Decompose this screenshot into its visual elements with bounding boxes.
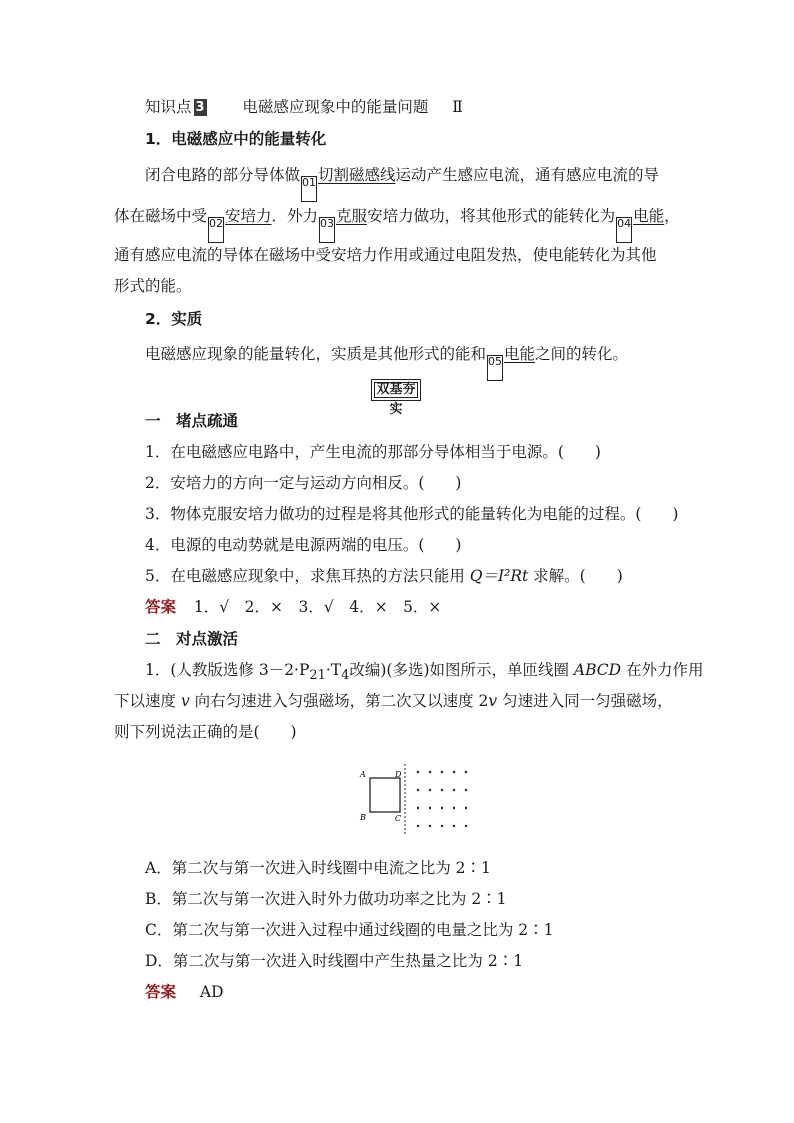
text-run: 求解。( ) bbox=[528, 567, 623, 585]
question-line: 则下列说法正确的是( ) bbox=[114, 723, 297, 741]
section-header bbox=[145, 96, 463, 118]
judgment-item: 2．安培力的方向一定与运动方向相反。( ) bbox=[145, 474, 462, 492]
label-c: C bbox=[395, 814, 402, 823]
field-dot bbox=[429, 807, 431, 809]
blank-answer: 克服 bbox=[336, 207, 368, 225]
blank-answer: 切割磁感线 bbox=[318, 166, 396, 184]
text-run: 在外力作用 bbox=[621, 661, 704, 679]
coil-magnetic-field-figure bbox=[356, 762, 476, 842]
option-b: B．第二次与第一次进入时外力做功功率之比为 2∶1 bbox=[145, 890, 507, 908]
field-dot bbox=[417, 789, 419, 791]
answer-label: 答案 bbox=[145, 983, 177, 1001]
field-dot bbox=[453, 771, 455, 773]
field-dot bbox=[465, 789, 467, 791]
field-dot bbox=[429, 789, 431, 791]
blank-answer: 安培力 bbox=[225, 207, 272, 225]
answer-text: 1．√ 2．× 3．√ 4．× 5．× bbox=[193, 598, 442, 616]
field-dot bbox=[417, 771, 419, 773]
blank-number-box: 02 bbox=[208, 217, 224, 243]
coil-name: ABCD bbox=[573, 661, 622, 679]
blank-number-box: 01 bbox=[301, 176, 317, 202]
heading-part-two: 二 对点激活 bbox=[145, 630, 239, 648]
label-b: B bbox=[360, 813, 366, 822]
magnetic-field-dots bbox=[417, 771, 467, 827]
subscript: 21 bbox=[309, 668, 326, 684]
joule-heat-formula: Q＝I²Rt bbox=[469, 567, 529, 585]
field-dot bbox=[453, 789, 455, 791]
knowledge-point-number: 3 bbox=[195, 100, 205, 115]
text-run: 体在磁场中受 bbox=[114, 207, 208, 225]
text-run: ·T bbox=[325, 661, 342, 679]
answer-text: AD bbox=[199, 983, 224, 1001]
answer-line bbox=[145, 981, 224, 1003]
field-dot bbox=[465, 825, 467, 827]
field-dot bbox=[441, 807, 443, 809]
paragraph-line: 形式的能。 bbox=[114, 277, 192, 295]
coil-square bbox=[370, 778, 400, 812]
paragraph-line bbox=[114, 205, 680, 243]
text-run: 匀速进入同一匀强磁场， bbox=[497, 692, 673, 710]
field-dot bbox=[417, 807, 419, 809]
field-dot bbox=[441, 789, 443, 791]
judgment-item: 3．物体克服安培力做功的过程是将其他形式的能量转化为电能的过程。( ) bbox=[145, 505, 679, 523]
field-dot bbox=[429, 825, 431, 827]
judgment-item: 4．电源的电动势就是电源两端的电压。( ) bbox=[145, 536, 462, 554]
section-badge: 双基夯实 bbox=[371, 379, 421, 401]
header-level: Ⅱ bbox=[452, 98, 463, 116]
header-title: 电磁感应现象中的能量问题 bbox=[242, 98, 429, 116]
field-dot bbox=[417, 825, 419, 827]
field-dot bbox=[429, 771, 431, 773]
blank-number-box: 04 bbox=[616, 217, 632, 243]
velocity-symbol: v bbox=[488, 692, 498, 710]
header-prefix: 知识点 bbox=[145, 98, 192, 116]
field-dot bbox=[453, 807, 455, 809]
field-dot bbox=[441, 771, 443, 773]
field-dot bbox=[453, 825, 455, 827]
blank-number-box: 03 bbox=[319, 217, 335, 243]
label-a: A bbox=[360, 770, 366, 779]
blank-number-box: 05 bbox=[487, 355, 503, 381]
paragraph-line bbox=[145, 164, 659, 202]
text-run: 1．(人教版选修 3－2·P bbox=[145, 661, 310, 679]
field-dot bbox=[465, 771, 467, 773]
blank-answer: 电能 bbox=[504, 345, 536, 363]
text-run: 之间的转化。 bbox=[535, 345, 629, 363]
judgment-item bbox=[145, 565, 623, 587]
option-a: A．第二次与第一次进入时线圈中电流之比为 2∶1 bbox=[145, 859, 491, 877]
text-run: 闭合电路的部分导体做 bbox=[145, 166, 301, 184]
field-dot bbox=[441, 825, 443, 827]
option-c: C．第二次与第一次进入过程中通过线圈的电量之比为 2∶1 bbox=[145, 921, 554, 939]
paragraph-line bbox=[145, 343, 628, 381]
text-run: 改编)(多选)如图所示，单匝线圈 bbox=[349, 661, 574, 679]
text-run: 5．在电磁感应现象中，求焦耳热的方法只能用 bbox=[145, 567, 470, 585]
question-line bbox=[114, 690, 673, 712]
blank-answer: 电能 bbox=[633, 207, 665, 225]
answer-label: 答案 bbox=[145, 598, 177, 616]
field-dot bbox=[465, 807, 467, 809]
label-d: D bbox=[395, 770, 402, 779]
text-run: ．外力 bbox=[271, 207, 319, 225]
judgment-item: 1．在电磁感应电路中，产生电流的那部分导体相当于电源。( ) bbox=[145, 443, 601, 461]
text-run: 向右匀速进入匀强磁场，第二次又以速度 2 bbox=[189, 692, 489, 710]
question-line bbox=[145, 659, 704, 687]
velocity-symbol: v bbox=[180, 692, 190, 710]
option-d: D．第二次与第一次进入时线圈中产生热量之比为 2∶1 bbox=[145, 952, 524, 970]
text-run: 运动产生感应电流，通有感应电流的导 bbox=[395, 166, 660, 184]
answer-line bbox=[145, 596, 441, 618]
heading-part-one: 一 堵点疏通 bbox=[145, 412, 239, 430]
subscript: 4 bbox=[341, 668, 350, 684]
text-run: 电磁感应现象的能量转化，实质是其他形式的能和 bbox=[145, 345, 487, 363]
paragraph-line: 通有感应电流的导体在磁场中受安培力作用或通过电阻发热，使电能转化为其他 bbox=[114, 246, 657, 264]
text-run: ， bbox=[664, 207, 680, 225]
text-run: 安培力做功，将其他形式的能转化为 bbox=[367, 207, 616, 225]
heading-essence: 2．实质 bbox=[145, 310, 203, 328]
heading-energy-conversion: 1．电磁感应中的能量转化 bbox=[145, 130, 327, 148]
text-run: 下以速度 bbox=[114, 692, 181, 710]
